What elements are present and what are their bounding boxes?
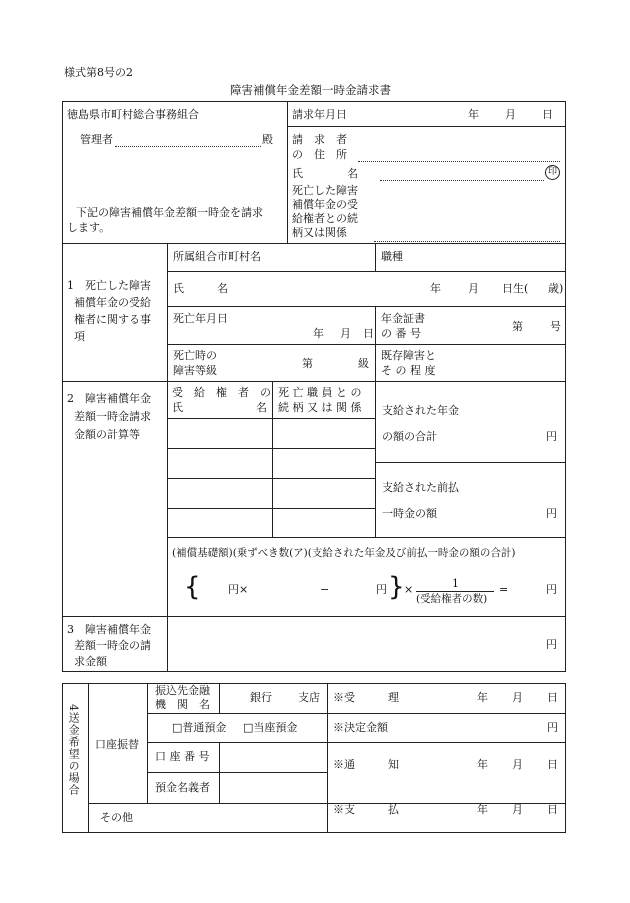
birth-year: 年: [430, 282, 441, 295]
birth-month: 月: [468, 282, 479, 295]
relation-label-2: 補償年金の受: [292, 198, 358, 211]
section1-label-1: 1 死亡した障害: [67, 279, 151, 292]
claim-amount-yen: 円: [546, 638, 557, 651]
request-text: 下記の障害補償年金差額一時金を請求: [76, 206, 263, 219]
payment-month: 月: [512, 803, 523, 816]
ordinary-deposit-checkbox[interactable]: □普通預金: [172, 721, 227, 734]
recipient-role: 管理者: [80, 133, 113, 146]
grade-dai: 第: [302, 357, 313, 370]
col-relation-1: 死 亡 職 員 と の: [278, 386, 362, 399]
decided-amount-label: ※決定金額: [333, 721, 388, 734]
recipient-suffix: 殿: [262, 133, 273, 146]
account-holder-label: 預金名義者: [155, 781, 210, 794]
advance-label-2: 一時金の額: [382, 507, 437, 520]
formula-result-yen: 円: [546, 583, 557, 596]
formula-times: ×: [404, 583, 414, 596]
cert-no-dai: 第: [512, 320, 523, 333]
formula-minus: −: [320, 583, 330, 596]
formula-fraction-bar: [416, 591, 494, 592]
seal-mark: 印: [545, 165, 560, 180]
recipient-org: 徳島県市町村総合事務組合: [67, 108, 199, 121]
formula-numerator: 1: [452, 577, 459, 590]
formula-denominator: (受給権者の数): [416, 593, 488, 605]
formula-left-brace: {: [184, 572, 201, 602]
formula-equals: =: [499, 583, 509, 596]
section3-label-2: 差額一時金の請: [74, 639, 151, 652]
current-deposit-checkbox[interactable]: □当座預金: [243, 721, 298, 734]
bank-label-2: 機 関 名: [155, 698, 210, 711]
payment-year: 年: [477, 803, 488, 816]
section2-label-1: 2 障害補償年金: [67, 392, 151, 405]
name-label: 氏 名: [292, 167, 358, 180]
notice-label: ※通 知: [333, 758, 399, 771]
birth-age: 歳): [548, 282, 564, 295]
bank-label-1: 振込先金融: [155, 684, 210, 697]
received-day: 日: [547, 691, 558, 704]
death-day: 日: [363, 327, 374, 340]
death-month: 月: [340, 327, 351, 340]
death-date-label: 死亡年月日: [173, 312, 228, 325]
advance-yen: 円: [546, 507, 557, 520]
cert-label-2: の 番 号: [381, 327, 421, 340]
received-label: ※受 理: [333, 691, 399, 704]
account-transfer-label: 口座振替: [95, 738, 139, 751]
request-day: 日: [542, 108, 553, 121]
birth-day: 日生(: [502, 282, 529, 295]
col-claimant-1: 受 給 権 者 の: [172, 386, 271, 399]
existing-label-2: そ の 程 度: [381, 364, 436, 377]
request-year: 年: [468, 108, 479, 121]
branch-suffix: 支店: [298, 691, 320, 704]
existing-label-1: 既存障害と: [381, 349, 436, 362]
formula-right-brace: }: [388, 572, 405, 602]
cert-label-1: 年金証書: [381, 312, 425, 325]
grade-kyu: 級: [358, 357, 369, 370]
grade-label-1: 死亡時の: [173, 349, 217, 362]
formula-header: (補償基礎額)(乗ずべき数(ア)(支給された年金及び前払一時金の額の合計): [172, 547, 516, 559]
formula-yen: 円: [376, 583, 387, 596]
col-relation-2: 続 柄 又 は 関 係: [278, 401, 362, 414]
notice-year: 年: [477, 758, 488, 771]
pension-yen: 円: [546, 430, 557, 443]
section3-label-3: 求金額: [74, 655, 107, 668]
section1-label-3: 権者に関する事: [74, 313, 151, 326]
received-month: 月: [512, 691, 523, 704]
job-label: 職種: [381, 250, 403, 263]
cert-no-go: 号: [550, 320, 561, 333]
section2-label-2: 差額一時金請求: [74, 410, 151, 423]
formula-yen-times: 円×: [228, 583, 249, 596]
relation-label-4: 柄又は関係: [292, 226, 347, 239]
relation-label-1: 死亡した障害: [292, 184, 358, 197]
advance-label-1: 支給された前払: [382, 481, 459, 494]
section1-label-2: 補償年金の受給: [74, 296, 151, 309]
section2-label-3: 金額の計算等: [74, 428, 140, 441]
pension-label-1: 支給された年金: [382, 404, 459, 417]
other-label: その他: [100, 811, 133, 824]
col-claimant-2a: 氏: [172, 401, 183, 414]
notice-month: 月: [512, 758, 523, 771]
pension-label-2: の額の合計: [382, 430, 437, 443]
section1-label-4: 項: [74, 330, 85, 343]
col-claimant-2b: 名: [256, 401, 267, 414]
section4-label: 4送金希望の場合: [67, 704, 81, 796]
request-text-2: します。: [67, 221, 111, 234]
decided-amount-yen: 円: [547, 721, 558, 734]
form-title: 障害補償年金差額一時金請求書: [230, 83, 391, 97]
deceased-name-label: 氏 名: [173, 282, 228, 295]
relation-label-3: 給権者との続: [292, 212, 358, 225]
account-number-label: 口 座 番 号: [155, 750, 210, 763]
org-label: 所属組合市町村名: [173, 250, 261, 263]
address-label-2: の 住 所: [292, 148, 347, 161]
payment-day: 日: [547, 803, 558, 816]
death-year: 年: [313, 327, 324, 340]
section3-label-1: 3 障害補償年金: [67, 623, 151, 636]
bank-name-suffix: 銀行: [250, 691, 272, 704]
form-number: 様式第8号の2: [64, 66, 133, 79]
payment-label: ※支 払: [333, 803, 399, 816]
notice-day: 日: [547, 758, 558, 771]
grade-label-2: 障害等級: [173, 364, 217, 377]
received-year: 年: [477, 691, 488, 704]
address-label-1: 請 求 者: [292, 133, 347, 146]
request-month: 月: [505, 108, 516, 121]
request-date-label: 請求年月日: [292, 108, 347, 121]
